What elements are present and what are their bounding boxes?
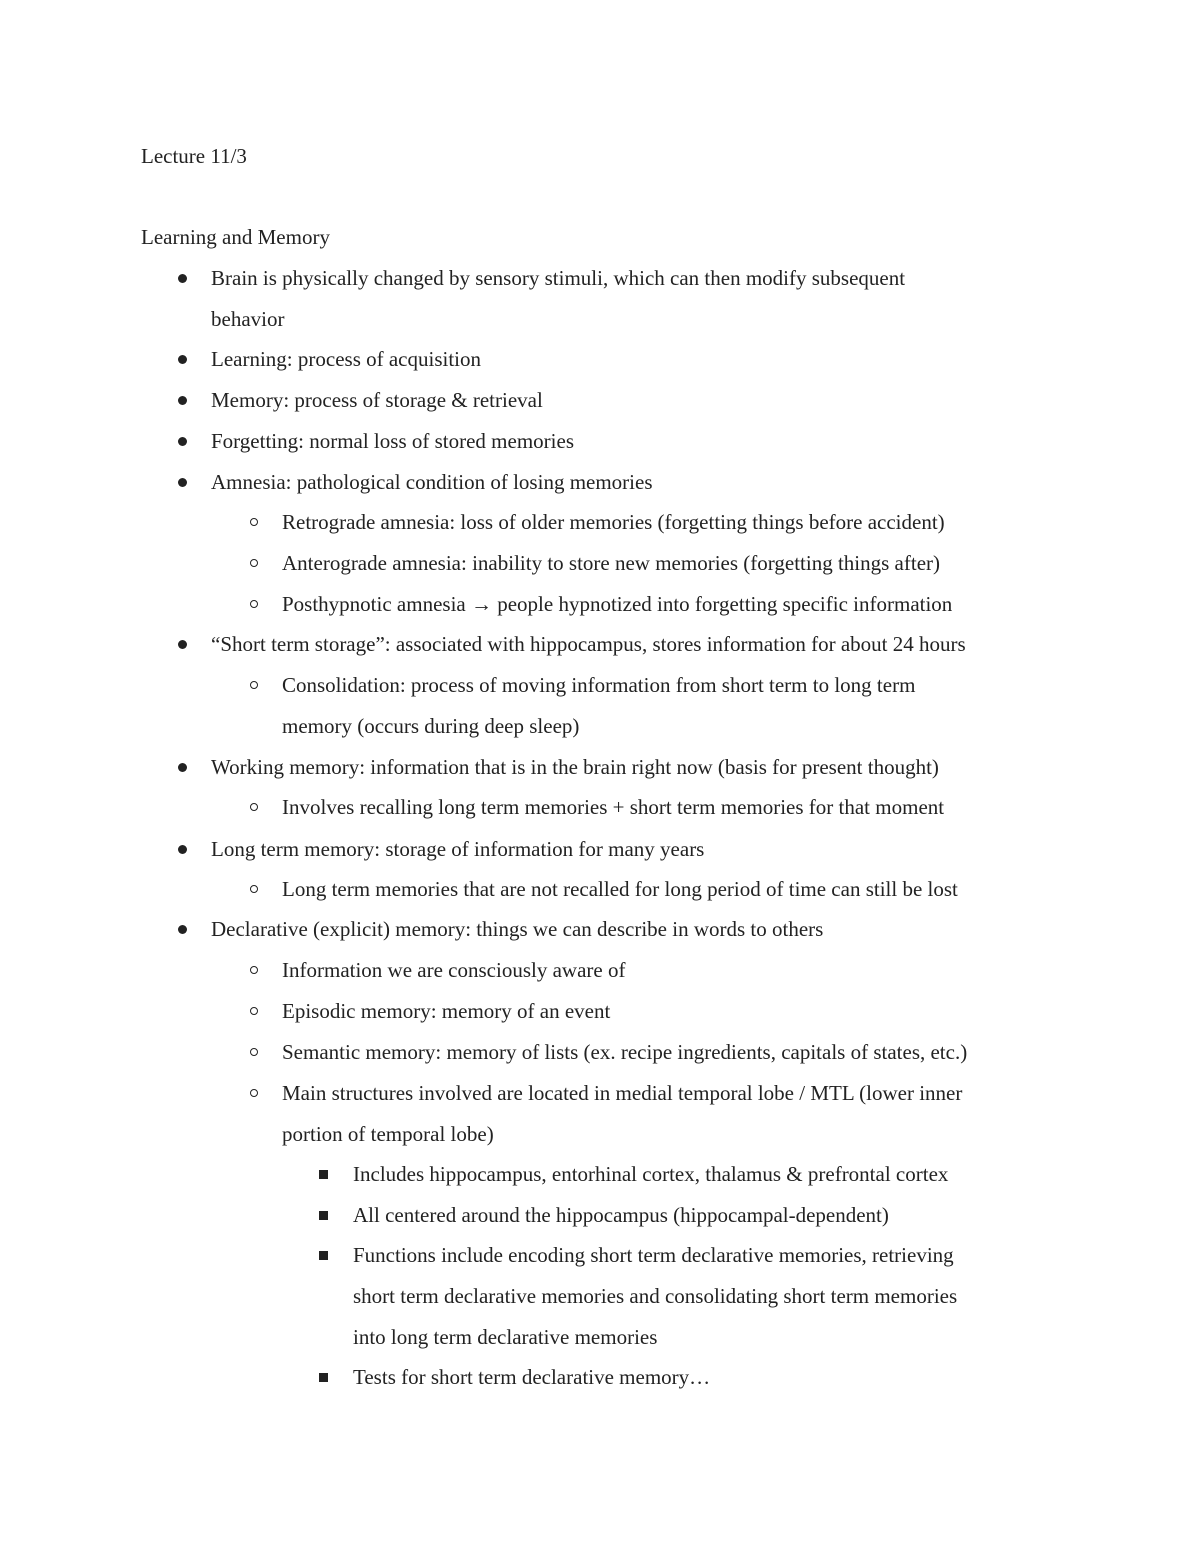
- bullet-circle-icon: [250, 966, 258, 974]
- list-item-continuation: memory (occurs during deep sleep): [282, 714, 580, 738]
- bullet-disc-icon: [178, 763, 187, 772]
- bullet-circle-icon: [250, 1048, 258, 1056]
- list-item: Memory: process of storage & retrieval: [211, 388, 543, 412]
- list-item: Amnesia: pathological condition of losing memories: [211, 470, 653, 494]
- bullet-square-icon: [319, 1373, 328, 1382]
- bullet-circle-icon: [250, 559, 258, 567]
- list-item: Functions include encoding short term declarative memories, retrieving: [353, 1243, 954, 1267]
- list-item: Tests for short term declarative memory…: [353, 1365, 711, 1389]
- list-item: Working memory: information that is in the brain right now (basis for present thought): [211, 755, 939, 779]
- list-item-continuation: into long term declarative memories: [353, 1325, 658, 1349]
- bullet-circle-icon: [250, 681, 258, 689]
- list-item: “Short term storage”: associated with hippocampus, stores information for about 24 hours: [211, 632, 966, 656]
- list-item: Retrograde amnesia: loss of older memories (forgetting things before accident): [282, 510, 945, 534]
- list-item: Posthypnotic amnesia → people hypnotized into forgetting specific information: [282, 592, 953, 616]
- list-item: Long term memory: storage of information for many years: [211, 837, 705, 861]
- list-item: Learning: process of acquisition: [211, 347, 482, 371]
- list-item: Main structures involved are located in medial temporal lobe / MTL (lower inner: [282, 1081, 963, 1105]
- list-item: Declarative (explicit) memory: things we can describe in words to others: [211, 917, 824, 941]
- list-item: Involves recalling long term memories + short term memories for that moment: [282, 795, 945, 819]
- bullet-square-icon: [319, 1211, 328, 1220]
- bullet-disc-icon: [178, 478, 187, 487]
- bullet-disc-icon: [178, 640, 187, 649]
- list-item: Includes hippocampus, entorhinal cortex, thalamus & prefrontal cortex: [353, 1162, 949, 1186]
- list-item: Brain is physically changed by sensory stimuli, which can then modify subsequent: [211, 266, 906, 290]
- list-item-continuation: portion of temporal lobe): [282, 1122, 494, 1146]
- bullet-disc-icon: [178, 396, 187, 405]
- bullet-square-icon: [319, 1170, 328, 1179]
- bullet-circle-icon: [250, 600, 258, 608]
- list-item: Information we are consciously aware of: [282, 958, 626, 982]
- section-heading: Learning and Memory: [141, 225, 330, 249]
- list-item: Consolidation: process of moving information from short term to long term: [282, 673, 916, 697]
- list-item: Semantic memory: memory of lists (ex. recipe ingredients, capitals of states, etc.): [282, 1040, 968, 1064]
- list-item: Forgetting: normal loss of stored memories: [211, 429, 574, 453]
- bullet-circle-icon: [250, 1089, 258, 1097]
- list-item-continuation: behavior: [211, 307, 285, 331]
- list-item: Anterograde amnesia: inability to store new memories (forgetting things after): [282, 551, 941, 575]
- list-item: Long term memories that are not recalled for long period of time can still be lost: [282, 877, 958, 901]
- bullet-disc-icon: [178, 355, 187, 364]
- list-item: All centered around the hippocampus (hippocampal-dependent): [353, 1203, 889, 1227]
- bullet-circle-icon: [250, 803, 258, 811]
- bullet-circle-icon: [250, 518, 258, 526]
- bullet-square-icon: [319, 1251, 328, 1260]
- bullet-circle-icon: [250, 1007, 258, 1015]
- bullet-disc-icon: [178, 437, 187, 446]
- bullet-disc-icon: [178, 274, 187, 283]
- list-item: Episodic memory: memory of an event: [282, 999, 611, 1023]
- bullet-disc-icon: [178, 925, 187, 934]
- bullet-disc-icon: [178, 845, 187, 854]
- list-item-continuation: short term declarative memories and consolidating short term memories: [353, 1284, 958, 1308]
- page-title: Lecture 11/3: [141, 144, 247, 168]
- bullet-circle-icon: [250, 885, 258, 893]
